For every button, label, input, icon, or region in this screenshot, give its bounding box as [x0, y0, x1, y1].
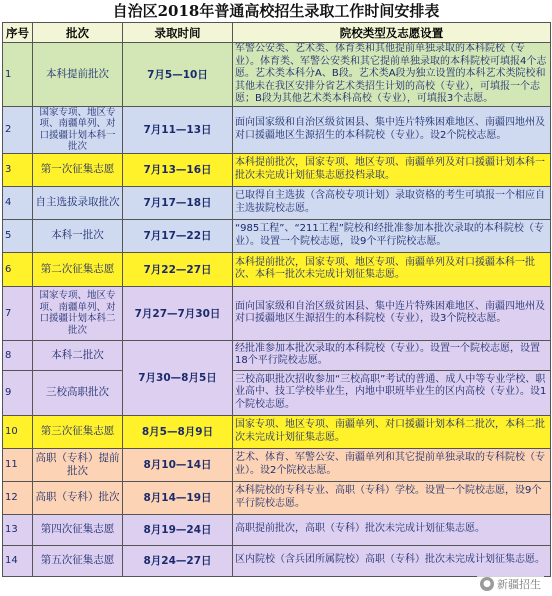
row-seq: 12 — [3, 481, 33, 514]
row-time: 7月22—27日 — [123, 252, 233, 286]
row-seq: 13 — [3, 514, 33, 545]
header-desc: 院校类型及志愿设置 — [233, 23, 551, 43]
table-row — [3, 106, 551, 153]
page-title: 自治区2018年普通高校招生录取工作时间安排表 — [112, 2, 440, 20]
row-seq: 14 — [3, 545, 33, 576]
wechat-icon: ● — [480, 577, 494, 591]
row-desc: 军警公安类、艺术类、体育类和其他提前单独录取的本科院校（专业）。体育类、军警公安类和其它提前单独录取的本科院校可填报4个志愿。艺术类本科分A、B段。艺术类A段为独立设置的本科艺术类院校和其他未在我区安排分省艺术类招生计划的高校（专业），可填报一个志愿；B段为其他艺术类本科高校（专业），可填报3个志愿。 — [233, 43, 551, 107]
row-seq: 11 — [3, 448, 33, 481]
row-desc: 高职提前批次，高职（专科）批次未完成计划征集志愿。 — [233, 514, 551, 545]
table-row — [3, 340, 551, 370]
watermark-text: 新疆招生 — [497, 578, 541, 591]
row-desc: 已取得自主选拔（含高校专项计划）录取资格的考生可填报一个相应自主选拔院校志愿。 — [233, 186, 551, 219]
table-row — [3, 43, 551, 107]
row-batch: 三校高职批次 — [33, 370, 123, 415]
row-batch: 高职（专科）提前批次 — [33, 448, 123, 481]
row-desc: “985工程”、“211工程”院校和经批准参加本批次录取的本科院校（专业）。设置一个院校志愿，设9个平行院校志愿。 — [233, 219, 551, 252]
table-row — [3, 514, 551, 545]
table-row — [3, 219, 551, 252]
row-seq: 10 — [3, 415, 33, 448]
row-batch: 本科二批次 — [33, 340, 123, 370]
row-desc: 本科院校的专科专业、高职（专科）学校。设置一个院校志愿，设9个平行院校志愿。 — [233, 481, 551, 514]
header-seq: 序号 — [3, 23, 33, 43]
row-batch: 第五次征集志愿 — [33, 545, 123, 576]
row-time: 7月5—10日 — [123, 43, 233, 107]
row-seq: 9 — [3, 370, 33, 415]
row-desc: 国家专项、地区专项、南疆单列、对口援疆计划本科二批次，本科二批次未完成计划征集志愿。 — [233, 415, 551, 448]
header-batch: 批次 — [33, 23, 123, 43]
row-batch: 第三次征集志愿 — [33, 415, 123, 448]
row-batch: 第二次征集志愿 — [33, 252, 123, 286]
row-time: 7月17—22日 — [123, 219, 233, 252]
row-batch: 第一次征集志愿 — [33, 153, 123, 186]
table-row — [3, 286, 551, 340]
row-desc: 三校高职批次招收参加“三校高职”考试的普通、成人中等专业学校、职业高中、技工学校毕业生，内地中职班毕业生的区内高校（专业）。设1个院校志愿。 — [233, 370, 551, 415]
row-time: 7月11—13日 — [123, 106, 233, 153]
row-seq: 2 — [3, 106, 33, 153]
row-time: 8月14—19日 — [123, 481, 233, 514]
row-batch: 高职（专科）批次 — [33, 481, 123, 514]
row-desc: 本科提前批次，国家专项、地区专项、南疆单列及对口援疆计划本科一批次未完成计划征集志愿投档录取。 — [233, 153, 551, 186]
row-seq: 8 — [3, 340, 33, 370]
row-batch: 第四次征集志愿 — [33, 514, 123, 545]
row-time: 8月5—8月9日 — [123, 415, 233, 448]
table-row — [3, 186, 551, 219]
row-desc: 区内院校（含兵团所属院校）高职（专科）批次未完成计划征集志愿。 — [233, 545, 551, 576]
row-time: 7月17—18日 — [123, 186, 233, 219]
row-desc: 本科提前批次，国家专项、地区专项、南疆单列及对口援疆本科一批次、本科一批次未完成计划征集志愿。 — [233, 252, 551, 286]
table-row — [3, 448, 551, 481]
row-desc: 经批准参加本批次录取的本科院校（专业）。设置一个院校志愿，设置18个平行院校志愿。 — [233, 340, 551, 370]
table-row — [3, 370, 551, 415]
row-time: 7月27—7月30日 — [123, 286, 233, 340]
table-row — [3, 153, 551, 186]
row-seq: 3 — [3, 153, 33, 186]
row-time: 8月10—14日 — [123, 448, 233, 481]
row-batch: 自主选拔录取批次 — [33, 186, 123, 219]
row-desc: 面向国家级和自治区级贫困县、集中连片特殊困难地区、南疆四地州及对口援疆地区生源招生的本科院校（专业）。设2个院校志愿。 — [233, 106, 551, 153]
row-seq: 6 — [3, 252, 33, 286]
row-time: 8月19—24日 — [123, 514, 233, 545]
row-batch: 本科提前批次 — [33, 43, 123, 107]
row-desc: 艺术、体育、军警公安、南疆单列和其它提前单独录取的专科院校（专业）。设2个院校志愿。 — [233, 448, 551, 481]
row-seq: 7 — [3, 286, 33, 340]
row-time: 7月13—16日 — [123, 153, 233, 186]
row-seq: 5 — [3, 219, 33, 252]
watermark — [477, 576, 544, 592]
schedule-table — [2, 22, 551, 577]
table-row — [3, 415, 551, 448]
header-row — [3, 23, 551, 43]
row-batch: 国家专项、地区专项、南疆单列、对口援疆计划本科二批次 — [33, 286, 123, 340]
row-batch: 国家专项、地区专项、南疆单列、对口援疆计划本科一批次 — [33, 106, 123, 153]
row-batch: 本科一批次 — [33, 219, 123, 252]
table-row — [3, 481, 551, 514]
row-desc: 面向国家级和自治区级贫困县、集中连片特殊困难地区、南疆四地州及对口援疆地区生源招生的本科院校（专业），设3个院校志愿。 — [233, 286, 551, 340]
table-row — [3, 545, 551, 576]
row-time: 8月24—27日 — [123, 545, 233, 576]
header-time: 录取时间 — [123, 23, 233, 43]
table-row — [3, 252, 551, 286]
row-seq: 1 — [3, 43, 33, 107]
row-seq: 4 — [3, 186, 33, 219]
row-time: 7月30—8月5日 — [123, 340, 233, 415]
